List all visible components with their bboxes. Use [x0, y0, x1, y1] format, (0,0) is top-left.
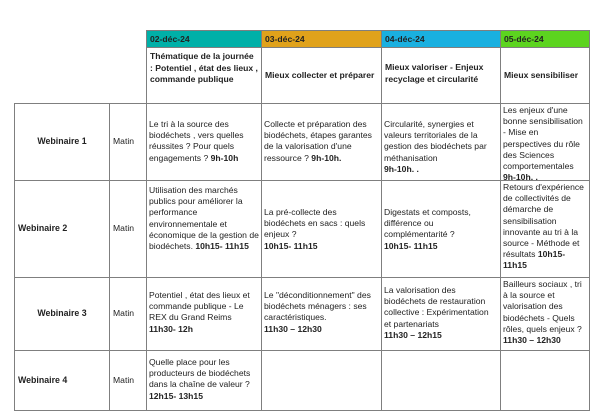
date-label: 05-déc-24	[504, 34, 544, 44]
theme-cell-3	[381, 47, 500, 103]
session-text: Bailleurs sociaux , tri à la source et valorisation des biodéchets - Quels rôles, quels enjeux ?	[503, 279, 582, 334]
date-label: 02-déc-24	[150, 34, 190, 44]
period-cell: Matin	[109, 180, 146, 277]
session-text: La valorisation des biodéchets de restauration collective : Expérimentation et partenariats	[384, 285, 489, 329]
session-cell-r2-c1	[146, 180, 261, 277]
period-cell: Matin	[109, 277, 146, 350]
session-time: 9h-10h. .	[384, 163, 419, 174]
period-cell: Matin	[109, 350, 146, 411]
session-text: Circularité, synergies et valeurs territoriales de la gestion des biodéchets par méthanisation	[384, 119, 487, 163]
session-cell-r4-c3	[381, 350, 500, 411]
row-label-webinaire-3: Webinaire 3	[14, 277, 109, 350]
date-header-1	[146, 30, 261, 47]
session-cell-r4-c2	[261, 350, 381, 411]
session-text: Quelle place pour les producteurs de biodéchets dans la chaîne de valeur ?	[149, 357, 251, 390]
session-cell-r3-c4	[500, 277, 590, 350]
session-time: 12h15- 13h15	[149, 390, 203, 401]
row-label-webinaire-4: Webinaire 4	[14, 350, 109, 411]
session-text: Digestats et composts, différence ou complémentarité ?	[384, 207, 471, 240]
session-cell-r3-c3	[381, 277, 500, 350]
session-time: 10h15- 11h15	[503, 249, 566, 271]
date-header-3	[381, 30, 500, 47]
date-label: 04-déc-24	[385, 34, 425, 44]
theme-text: Mieux valoriser - Enjeux recyclage et circularité	[385, 62, 484, 84]
theme-text: Mieux collecter et préparer	[265, 69, 375, 80]
session-time: 11h30- 12h	[149, 323, 193, 334]
session-text: Collecte et préparation des biodéchets, étapes garantes de la valorisation d'une ressource ?	[264, 119, 372, 163]
session-text: Utilisation des marchés publics pour améliorer la performance environnementale et économique de la gestion de biodéchets.	[149, 185, 259, 252]
row-label-webinaire-2: Webinaire 2	[14, 180, 109, 277]
session-time: 11h30 – 12h30	[264, 323, 322, 334]
session-text: Les enjeux d'une bonne sensibilisation - Mise en perspectives du rôle des Sciences comportementales	[503, 105, 583, 172]
date-header-2	[261, 30, 381, 47]
session-text: Le "déconditionnement" des biodéchets ménagers : ses caractéristiques.	[264, 290, 371, 323]
theme-cell-2	[261, 47, 381, 103]
session-time: 9h-10h. .	[503, 172, 538, 180]
date-label: 03-déc-24	[265, 34, 305, 44]
session-text: Retours d'expérience de collectivités de démarche de sensibilisation innovante au tri à la source - Méthode et résultats	[503, 182, 584, 260]
session-time: 11h30 – 12h15	[384, 329, 442, 340]
session-cell-r1-c1	[146, 103, 261, 180]
theme-cell-4	[500, 47, 590, 103]
theme-text: Mieux sensibiliser	[504, 69, 579, 80]
session-cell-r3-c1	[146, 277, 261, 350]
session-text: La pré-collecte des biodéchets en sacs : quels enjeux ?	[264, 207, 366, 240]
theme-text: Thématique de la journée : Potentiel , état des lieux , commande publique	[150, 51, 258, 84]
period-cell: Matin	[109, 103, 146, 180]
theme-cell-1	[146, 47, 261, 103]
session-cell-r2-c2	[261, 180, 381, 277]
session-time: 10h15- 11h15	[384, 240, 438, 251]
session-cell-r1-c4	[500, 103, 590, 180]
session-time: 9h-10h	[210, 152, 239, 163]
date-header-4	[500, 30, 590, 47]
session-text: Le tri à la source des biodéchets , vers quelles réussites ? Pour quels engagements ?	[149, 119, 244, 163]
session-cell-r1-c3	[381, 103, 500, 180]
session-text: Potentiel , état des lieux et commande publique - Le REX du Grand Reims	[149, 290, 250, 323]
session-time: 11h30 – 12h30	[503, 335, 561, 346]
session-cell-r1-c2	[261, 103, 381, 180]
session-cell-r2-c3	[381, 180, 500, 277]
session-cell-r4-c1	[146, 350, 261, 411]
session-cell-r4-c4	[500, 350, 590, 411]
session-time: 10h15- 11h15	[195, 241, 249, 252]
session-cell-r3-c2	[261, 277, 381, 350]
row-label-webinaire-1: Webinaire 1	[14, 103, 109, 180]
session-cell-r2-c4	[500, 180, 590, 277]
session-time: 10h15- 11h15	[264, 240, 318, 251]
session-time: 9h-10h.	[311, 152, 342, 163]
